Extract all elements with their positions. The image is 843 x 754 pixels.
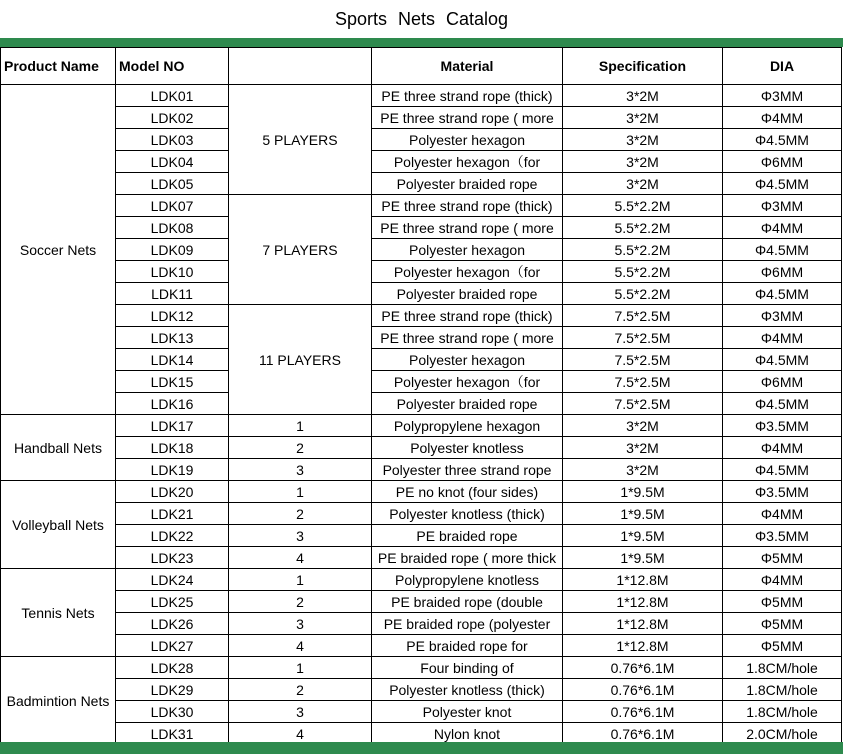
material-cell: Polyester three strand rope — [372, 459, 563, 481]
header-product-name: Product Name — [1, 48, 116, 85]
table-row — [1, 415, 842, 437]
table-row — [1, 525, 842, 547]
dia-cell: Φ3.5MM — [723, 481, 842, 503]
table-row — [1, 85, 842, 107]
dia-cell: Φ6MM — [723, 261, 842, 283]
model-no-cell: LDK17 — [116, 415, 229, 437]
table-row — [1, 349, 842, 371]
catalog-table — [0, 47, 842, 745]
table-row — [1, 195, 842, 217]
item-number-cell: 1 — [229, 481, 372, 503]
model-no-cell: LDK23 — [116, 547, 229, 569]
model-no-cell: LDK27 — [116, 635, 229, 657]
specification-cell: 0.76*6.1M — [563, 723, 723, 745]
material-cell: Polyester hexagon（for — [372, 371, 563, 393]
header-model-no: Model NO — [116, 48, 229, 85]
table-row — [1, 371, 842, 393]
item-number-cell: 3 — [229, 613, 372, 635]
table-row — [1, 591, 842, 613]
specification-cell: 7.5*2.5M — [563, 393, 723, 415]
model-no-cell: LDK11 — [116, 283, 229, 305]
dia-cell: Φ4.5MM — [723, 349, 842, 371]
material-cell: PE three strand rope ( more — [372, 107, 563, 129]
material-cell: Polyester knotless — [372, 437, 563, 459]
dia-cell: Φ4MM — [723, 327, 842, 349]
item-number-cell: 2 — [229, 591, 372, 613]
dia-cell: 1.8CM/hole — [723, 657, 842, 679]
material-cell: Polyester knot — [372, 701, 563, 723]
item-number-cell: 2 — [229, 679, 372, 701]
material-cell: Polyester braided rope — [372, 393, 563, 415]
table-row — [1, 283, 842, 305]
table-row — [1, 173, 842, 195]
table-row — [1, 657, 842, 679]
table-row — [1, 481, 842, 503]
item-number-cell: 4 — [229, 723, 372, 745]
material-cell: PE three strand rope (thick) — [372, 305, 563, 327]
material-cell: PE braided rope — [372, 525, 563, 547]
table-row — [1, 393, 842, 415]
table-row — [1, 679, 842, 701]
title-accent-bar — [0, 38, 843, 47]
table-row — [1, 547, 842, 569]
specification-cell: 7.5*2.5M — [563, 349, 723, 371]
specification-cell: 5.5*2.2M — [563, 239, 723, 261]
dia-cell: Φ6MM — [723, 151, 842, 173]
item-number-cell: 4 — [229, 635, 372, 657]
model-no-cell: LDK18 — [116, 437, 229, 459]
dia-cell: 2.0CM/hole — [723, 723, 842, 745]
material-cell: Polyester hexagon — [372, 349, 563, 371]
specification-cell: 1*12.8M — [563, 635, 723, 657]
specification-cell: 3*2M — [563, 129, 723, 151]
product-name-cell: Volleyball Nets — [1, 481, 116, 569]
table-row — [1, 701, 842, 723]
model-no-cell: LDK30 — [116, 701, 229, 723]
dia-cell: Φ4MM — [723, 217, 842, 239]
dia-cell: Φ5MM — [723, 547, 842, 569]
model-no-cell: LDK07 — [116, 195, 229, 217]
dia-cell: Φ4.5MM — [723, 283, 842, 305]
item-number-cell: 1 — [229, 415, 372, 437]
model-no-cell: LDK29 — [116, 679, 229, 701]
product-name-cell: Handball Nets — [1, 415, 116, 481]
model-no-cell: LDK09 — [116, 239, 229, 261]
dia-cell: Φ4.5MM — [723, 239, 842, 261]
dia-cell: Φ3MM — [723, 305, 842, 327]
material-cell: Four binding of — [372, 657, 563, 679]
dia-cell: Φ4MM — [723, 437, 842, 459]
specification-cell: 1*9.5M — [563, 547, 723, 569]
item-number-cell: 2 — [229, 503, 372, 525]
table-row — [1, 107, 842, 129]
material-cell: Polypropylene knotless — [372, 569, 563, 591]
model-no-cell: LDK14 — [116, 349, 229, 371]
model-no-cell: LDK08 — [116, 217, 229, 239]
table-row — [1, 261, 842, 283]
model-no-cell: LDK31 — [116, 723, 229, 745]
specification-cell: 0.76*6.1M — [563, 701, 723, 723]
specification-cell: 0.76*6.1M — [563, 657, 723, 679]
material-cell: PE braided rope for — [372, 635, 563, 657]
dia-cell: Φ3.5MM — [723, 415, 842, 437]
specification-cell: 7.5*2.5M — [563, 371, 723, 393]
model-no-cell: LDK19 — [116, 459, 229, 481]
dia-cell: Φ6MM — [723, 371, 842, 393]
model-no-cell: LDK28 — [116, 657, 229, 679]
model-no-cell: LDK03 — [116, 129, 229, 151]
specification-cell: 7.5*2.5M — [563, 305, 723, 327]
dia-cell: Φ4MM — [723, 569, 842, 591]
specification-cell: 5.5*2.2M — [563, 217, 723, 239]
material-cell: Polyester hexagon（for — [372, 151, 563, 173]
table-row — [1, 129, 842, 151]
table-row — [1, 217, 842, 239]
footer-accent-bar — [0, 742, 843, 754]
table-row — [1, 459, 842, 481]
dia-cell: Φ4.5MM — [723, 459, 842, 481]
catalog-body — [1, 85, 842, 745]
item-number-cell: 2 — [229, 437, 372, 459]
header-blank — [229, 48, 372, 85]
specification-cell: 3*2M — [563, 415, 723, 437]
item-number-cell: 3 — [229, 701, 372, 723]
model-no-cell: LDK15 — [116, 371, 229, 393]
item-number-cell: 1 — [229, 657, 372, 679]
specification-cell: 1*9.5M — [563, 481, 723, 503]
model-no-cell: LDK25 — [116, 591, 229, 613]
specification-cell: 7.5*2.5M — [563, 327, 723, 349]
specification-cell: 1*9.5M — [563, 503, 723, 525]
specification-cell: 3*2M — [563, 107, 723, 129]
dia-cell: 1.8CM/hole — [723, 679, 842, 701]
dia-cell: Φ4MM — [723, 503, 842, 525]
table-row — [1, 437, 842, 459]
specification-cell: 3*2M — [563, 151, 723, 173]
model-no-cell: LDK01 — [116, 85, 229, 107]
table-row — [1, 327, 842, 349]
material-cell: PE three strand rope ( more — [372, 217, 563, 239]
specification-cell: 5.5*2.2M — [563, 283, 723, 305]
model-no-cell: LDK02 — [116, 107, 229, 129]
specification-cell: 3*2M — [563, 85, 723, 107]
model-no-cell: LDK21 — [116, 503, 229, 525]
model-no-cell: LDK26 — [116, 613, 229, 635]
material-cell: Polyester braided rope — [372, 283, 563, 305]
specification-cell: 0.76*6.1M — [563, 679, 723, 701]
material-cell: PE three strand rope (thick) — [372, 195, 563, 217]
material-cell: Polyester hexagon — [372, 239, 563, 261]
specification-cell: 5.5*2.2M — [563, 195, 723, 217]
dia-cell: Φ5MM — [723, 635, 842, 657]
model-no-cell: LDK10 — [116, 261, 229, 283]
header-dia: DIA — [723, 48, 842, 85]
material-cell: PE braided rope (polyester — [372, 613, 563, 635]
dia-cell: Φ4MM — [723, 107, 842, 129]
product-name-cell: Tennis Nets — [1, 569, 116, 657]
material-cell: Polyester hexagon（for — [372, 261, 563, 283]
header-row — [1, 48, 842, 85]
dia-cell: Φ5MM — [723, 591, 842, 613]
material-cell: PE braided rope ( more thick — [372, 547, 563, 569]
dia-cell: Φ4.5MM — [723, 393, 842, 415]
specification-cell: 1*9.5M — [563, 525, 723, 547]
model-no-cell: LDK24 — [116, 569, 229, 591]
model-no-cell: LDK22 — [116, 525, 229, 547]
table-row — [1, 305, 842, 327]
players-cell: 11 PLAYERS — [229, 305, 372, 415]
header-material: Material — [372, 48, 563, 85]
table-row — [1, 503, 842, 525]
product-name-cell: Badmintion Nets — [1, 657, 116, 745]
material-cell: Polyester hexagon — [372, 129, 563, 151]
product-name-cell: Soccer Nets — [1, 85, 116, 415]
model-no-cell: LDK04 — [116, 151, 229, 173]
specification-cell: 3*2M — [563, 173, 723, 195]
material-cell: Polyester braided rope — [372, 173, 563, 195]
item-number-cell: 4 — [229, 547, 372, 569]
material-cell: PE no knot (four sides) — [372, 481, 563, 503]
specification-cell: 1*12.8M — [563, 591, 723, 613]
specification-cell: 5.5*2.2M — [563, 261, 723, 283]
table-row — [1, 239, 842, 261]
material-cell: PE braided rope (double — [372, 591, 563, 613]
dia-cell: Φ5MM — [723, 613, 842, 635]
model-no-cell: LDK13 — [116, 327, 229, 349]
table-row — [1, 151, 842, 173]
table-row — [1, 613, 842, 635]
table-row — [1, 635, 842, 657]
item-number-cell: 3 — [229, 525, 372, 547]
dia-cell: Φ3MM — [723, 195, 842, 217]
material-cell: Polypropylene hexagon — [372, 415, 563, 437]
model-no-cell: LDK05 — [116, 173, 229, 195]
material-cell: Polyester knotless (thick) — [372, 679, 563, 701]
players-cell: 7 PLAYERS — [229, 195, 372, 305]
model-no-cell: LDK12 — [116, 305, 229, 327]
item-number-cell: 1 — [229, 569, 372, 591]
page-title: Sports Nets Catalog — [334, 8, 509, 29]
dia-cell: 1.8CM/hole — [723, 701, 842, 723]
specification-cell: 3*2M — [563, 459, 723, 481]
item-number-cell: 3 — [229, 459, 372, 481]
material-cell: PE three strand rope (thick) — [372, 85, 563, 107]
dia-cell: Φ4.5MM — [723, 129, 842, 151]
material-cell: Polyester knotless (thick) — [372, 503, 563, 525]
players-cell: 5 PLAYERS — [229, 85, 372, 195]
header-specification: Specification — [563, 48, 723, 85]
material-cell: Nylon knot — [372, 723, 563, 745]
table-row — [1, 569, 842, 591]
dia-cell: Φ3MM — [723, 85, 842, 107]
dia-cell: Φ4.5MM — [723, 173, 842, 195]
specification-cell: 3*2M — [563, 437, 723, 459]
model-no-cell: LDK20 — [116, 481, 229, 503]
specification-cell: 1*12.8M — [563, 613, 723, 635]
material-cell: PE three strand rope ( more — [372, 327, 563, 349]
specification-cell: 1*12.8M — [563, 569, 723, 591]
model-no-cell: LDK16 — [116, 393, 229, 415]
dia-cell: Φ3.5MM — [723, 525, 842, 547]
